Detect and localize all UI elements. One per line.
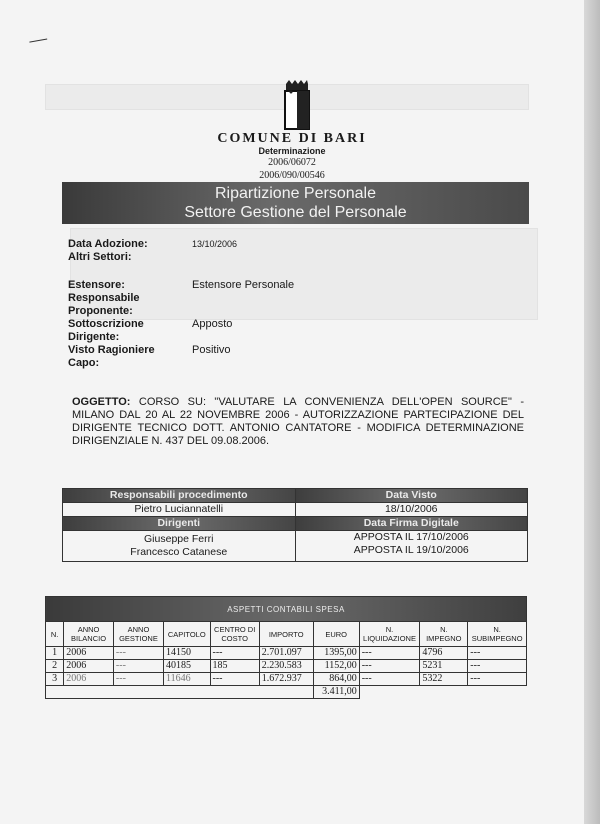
col-n: N.	[46, 622, 64, 647]
data-firma-header: Data Firma Digitale	[295, 517, 528, 531]
cell-importo: 2.230.583	[259, 660, 313, 673]
dirigente-1: Giuseppe Ferri	[144, 533, 214, 545]
data-visto-header: Data Visto	[295, 489, 528, 503]
estensore-label: Estensore:	[68, 279, 125, 291]
table-row	[46, 673, 527, 686]
cell-anno-gestione: ---	[113, 647, 163, 660]
pen-mark	[29, 39, 48, 51]
dirigenti-header: Dirigenti	[63, 517, 296, 531]
cell-euro: 1395,00	[313, 647, 359, 660]
cell-importo: 2.701.097	[259, 647, 313, 660]
table-row	[46, 647, 527, 660]
visto-ragioniere-value: Positivo	[192, 344, 231, 356]
proponente-label: Proponente:	[68, 305, 133, 317]
comune-name: COMUNE DI BARI	[217, 131, 367, 146]
capo-label: Capo:	[68, 357, 100, 369]
cell-anno-bilancio: 2006	[64, 660, 114, 673]
cell-euro: 1152,00	[313, 660, 359, 673]
sottoscrizione-value: Apposto	[192, 318, 233, 330]
cell-subimpegno: ---	[468, 673, 527, 686]
cell-impegno: 5231	[420, 660, 468, 673]
cell-total-euro: 3.411,00	[313, 686, 359, 699]
cell-anno-bilancio: 2006	[64, 673, 114, 686]
col-anno-gestione: ANNO GESTIONE	[113, 622, 163, 647]
cell-capitolo: 14150	[164, 647, 210, 660]
col-importo: IMPORTO	[259, 622, 313, 647]
banner-settore: Settore Gestione del Personale	[184, 204, 407, 221]
cell-importo: 1.672.937	[259, 673, 313, 686]
col-anno-bilancio: ANNO BILANCIO	[64, 622, 114, 647]
col-euro: EURO	[313, 622, 359, 647]
data-visto-value: 18/10/2006	[295, 503, 528, 517]
contabili-title: ASPETTI CONTABILI SPESA	[46, 597, 527, 622]
aspetti-contabili-table	[45, 596, 527, 699]
dirigente-label: Dirigente:	[68, 331, 120, 343]
cell-anno-gestione: ---	[113, 660, 163, 673]
coat-of-arms-icon	[282, 80, 312, 132]
responsabile-label: Responsabile	[68, 292, 140, 304]
cell-impegno: 5322	[420, 673, 468, 686]
cell-euro: 864,00	[313, 673, 359, 686]
registry-number: 2006/090/00546	[259, 170, 325, 181]
oggetto-text: CORSO SU: "VALUTARE LA CONVENIENZA DELL'OPEN SOURCE" - MILANO DAL 20 AL 22 NOVEMBRE 2006 - AUTORIZZAZIONE PARTECIPAZIONE DEL DIRIGENTE TECNICO DOTT. ANTONIO CANTATORE - MODIFICA DETERMINAZIONE DIRIGENZIALE N. 437 DEL 09.08.2006.	[72, 396, 525, 447]
col-subimpegno: N. SUBIMPEGNO	[468, 622, 527, 647]
sottoscrizione-label: Sottoscrizione	[68, 318, 144, 330]
resp-procedimento-name: Pietro Luciannatelli	[63, 503, 296, 517]
dirigenti-names	[63, 531, 296, 562]
cell-liquidazione: ---	[359, 647, 420, 660]
cell-centro-costo: 185	[210, 660, 259, 673]
oggetto-block	[72, 396, 524, 448]
cell-centro-costo: ---	[210, 647, 259, 660]
col-capitolo: CAPITOLO	[164, 622, 210, 647]
determination-number: 2006/06072	[268, 157, 316, 168]
banner-ripartizione: Ripartizione Personale	[215, 185, 376, 202]
cell-anno-bilancio: 2006	[64, 647, 114, 660]
data-adozione-value: 13/10/2006	[192, 239, 238, 249]
cell-anno-gestione: ---	[113, 673, 163, 686]
total-trailing	[359, 686, 526, 699]
total-spacer	[46, 686, 314, 699]
firma-dates	[295, 531, 528, 562]
cell-subimpegno: ---	[468, 660, 527, 673]
estensore-value: Estensore Personale	[192, 279, 295, 291]
cell-liquidazione: ---	[359, 673, 420, 686]
contabili-header-row	[46, 622, 527, 647]
cell-n: 1	[46, 647, 64, 660]
cell-centro-costo: ---	[210, 673, 259, 686]
cell-n: 2	[46, 660, 64, 673]
altri-settori-label: Altri Settori:	[68, 251, 132, 263]
cell-capitolo: 11646	[164, 673, 210, 686]
total-row	[46, 686, 527, 699]
col-centro-costo: CENTRO DI COSTO	[210, 622, 259, 647]
cell-subimpegno: ---	[468, 647, 527, 660]
col-liquidazione: N. LIQUIDAZIONE	[359, 622, 420, 647]
dirigente-2: Francesco Catanese	[130, 546, 228, 558]
doc-type: Determinazione	[258, 146, 326, 156]
responsabili-table	[62, 488, 528, 562]
col-impegno: N. IMPEGNO	[420, 622, 468, 647]
cell-capitolo: 40185	[164, 660, 210, 673]
visto-ragioniere-label: Visto Ragioniere	[68, 344, 155, 356]
cell-n: 3	[46, 673, 64, 686]
firma-2: APPOSTA IL 19/10/2006	[353, 544, 469, 556]
page-edge-shadow	[584, 0, 600, 824]
resp-procedimento-header: Responsabili procedimento	[63, 489, 296, 503]
oggetto-label: OGGETTO:	[72, 396, 131, 408]
firma-1: APPOSTA IL 17/10/2006	[353, 531, 469, 543]
cell-liquidazione: ---	[359, 660, 420, 673]
cell-impegno: 4796	[420, 647, 468, 660]
department-banner	[62, 182, 529, 224]
data-adozione-label: Data Adozione:	[68, 238, 148, 250]
table-row	[46, 660, 527, 673]
